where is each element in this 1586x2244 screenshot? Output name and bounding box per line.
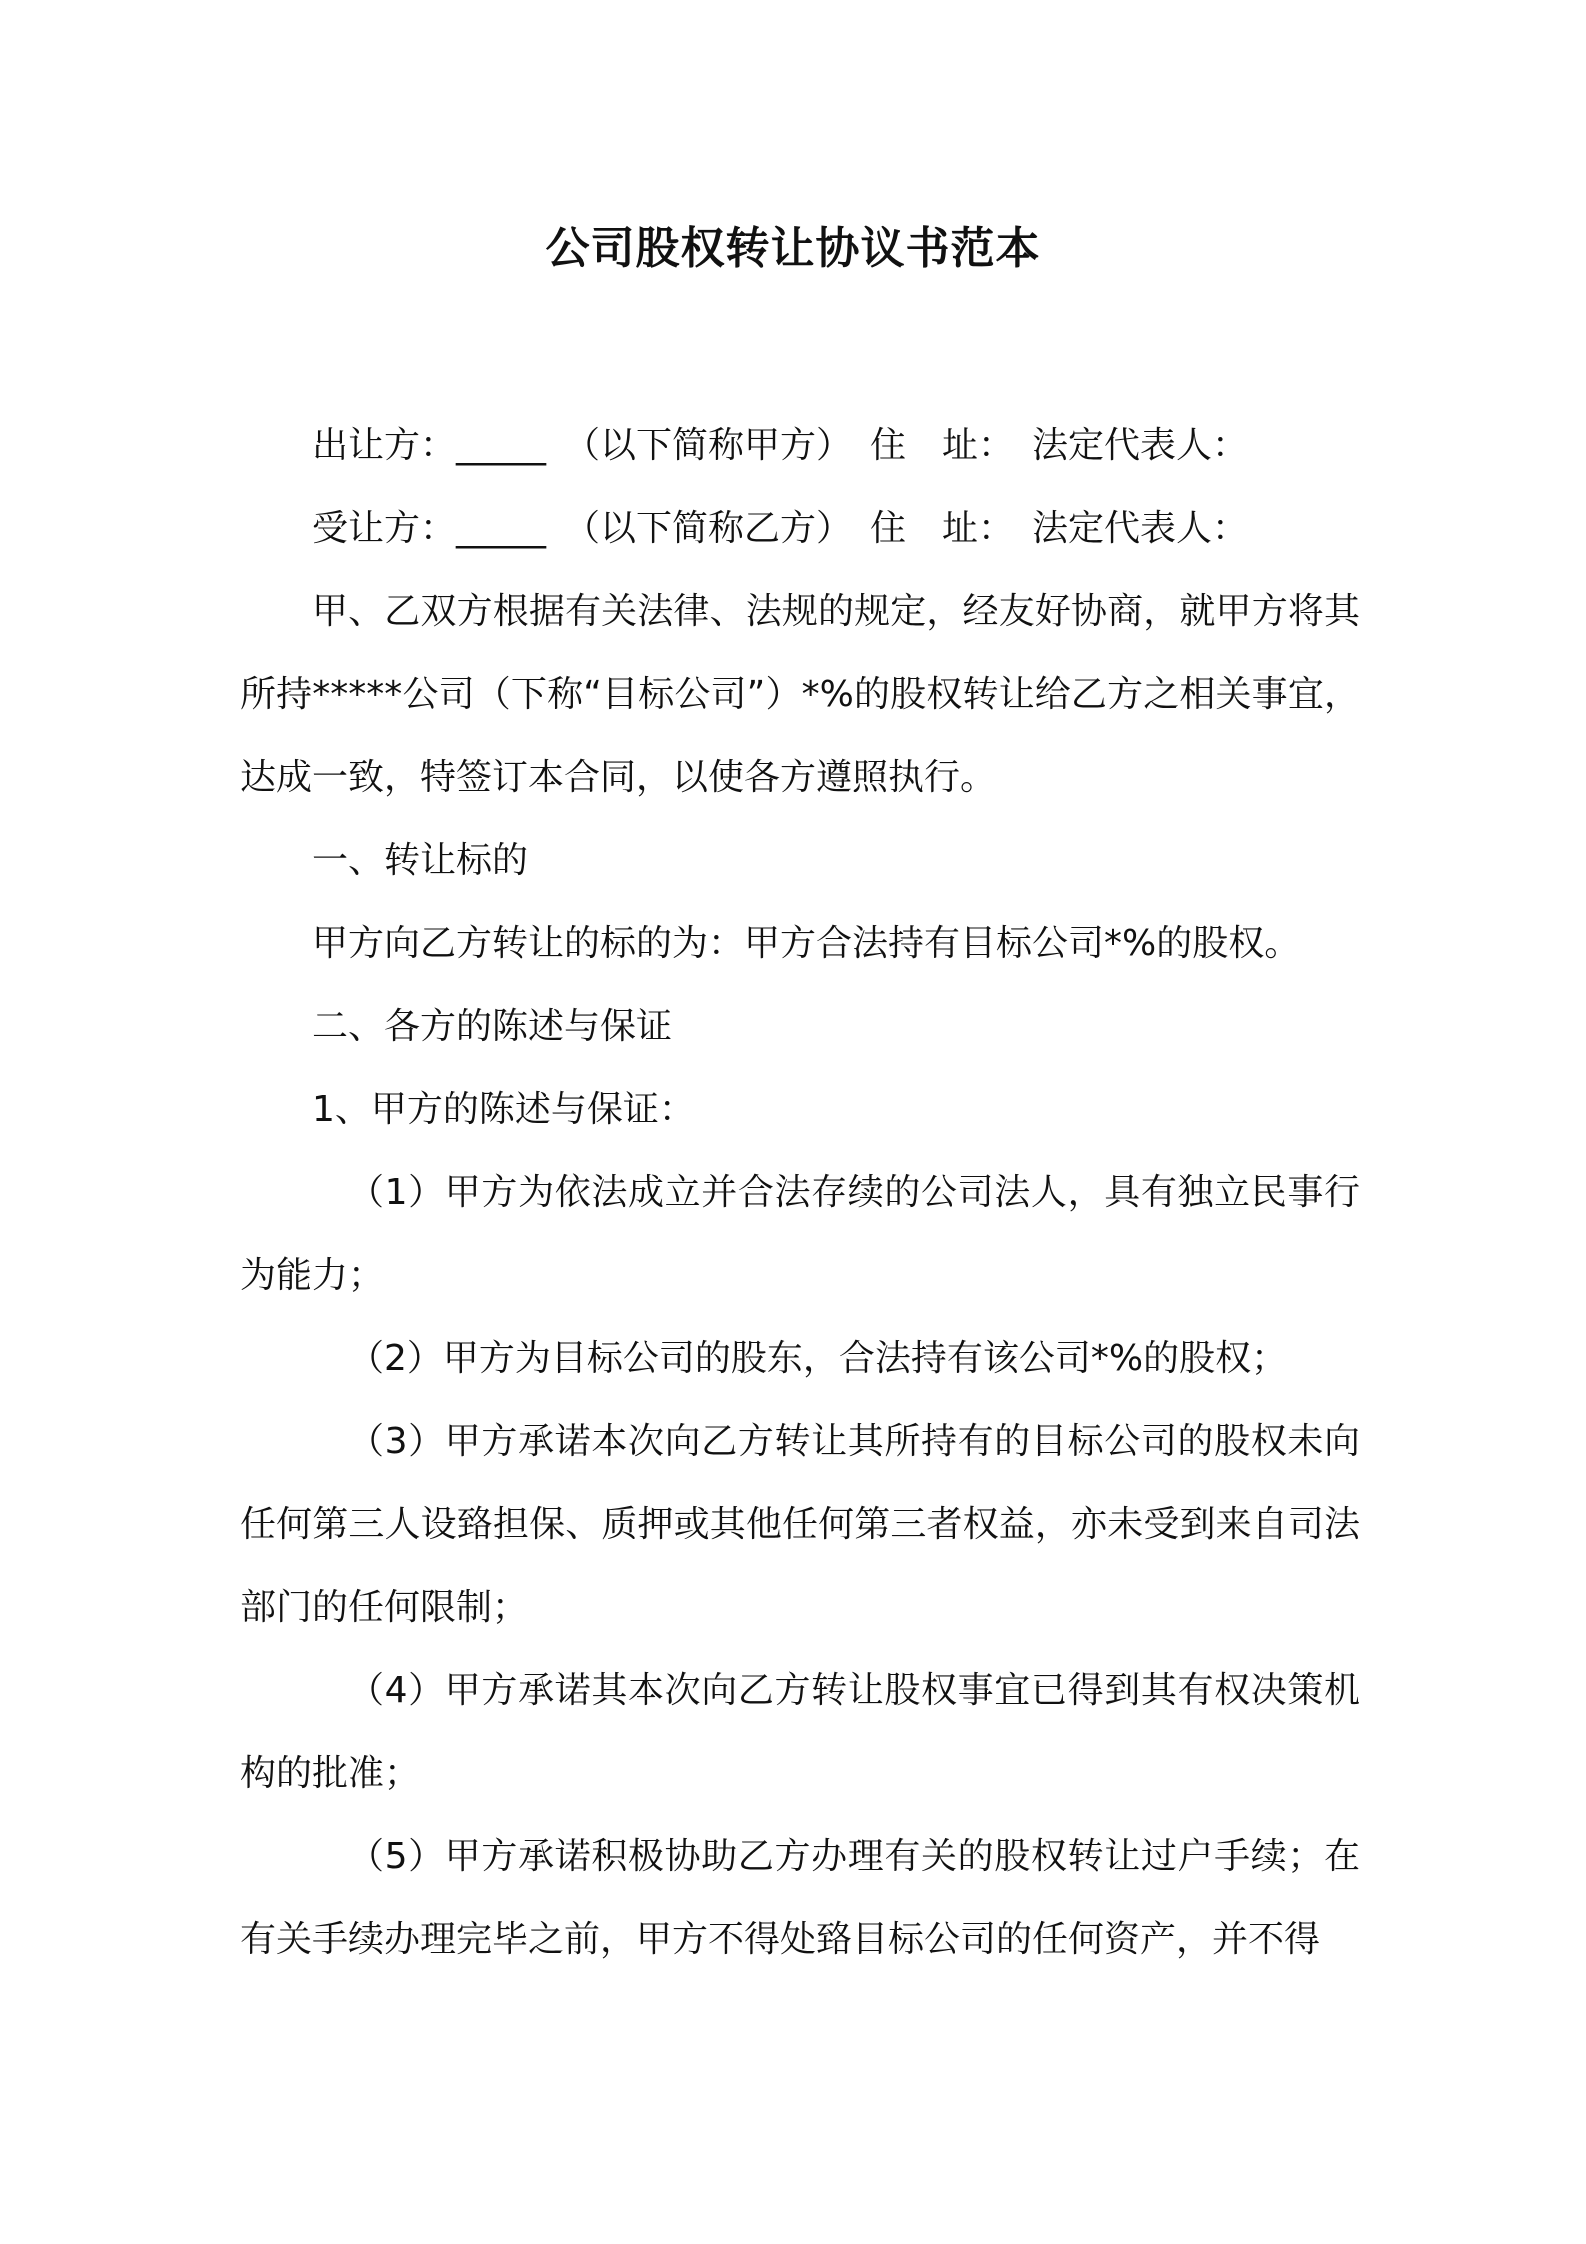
clause-1: （1）甲方为依法成立并合法存续的公司法人，具有独立民事行为能力；: [240, 1172, 1360, 1296]
section-heading-2: 二、各方的陈述与保证: [312, 1006, 673, 1047]
section-heading-1: 一、转让标的: [312, 840, 529, 881]
clause-2: （2）甲方为目标公司的股东，合法持有该公司*%的股权；: [348, 1338, 1288, 1379]
document-title: 公司股权转让协议书范本: [545, 223, 1041, 274]
paragraph-preamble: 甲、乙双方根据有关法律、法规的规定，经友好协商，就甲方将其所持*****公司（下称“目标公司”）*%的股权转让给乙方之相关事宜，达成一致，特签订本合同，以使各方遵照执行。: [240, 591, 1360, 798]
clause-4: （4）甲方承诺其本次向乙方转让股权事宜已得到其有权决策机构的批准；: [240, 1670, 1360, 1794]
clause-5: （5）甲方承诺积极协助乙方办理有关的股权转让过户手续；在有关手续办理完毕之前，甲方不得处臵目标公司的任何资产，并不得: [240, 1836, 1360, 1960]
document-body: [240, 404, 1360, 1981]
subsection-heading-1: 1、甲方的陈述与保证：: [312, 1089, 695, 1130]
paragraph-transferor: 出让方：_____ （以下简称甲方） 住 址： 法定代表人：: [312, 425, 1249, 466]
paragraph-transferee: 受让方：_____ （以下简称乙方） 住 址： 法定代表人：: [312, 508, 1249, 549]
clause-3: （3）甲方承诺本次向乙方转让其所持有的目标公司的股权未向任何第三人设臵担保、质押或其他任何第三者权益，亦未受到来自司法部门的任何限制；: [240, 1421, 1360, 1628]
paragraph-transfer-subject: 甲方向乙方转让的标的为：甲方合法持有目标公司*%的股权。: [312, 923, 1301, 964]
